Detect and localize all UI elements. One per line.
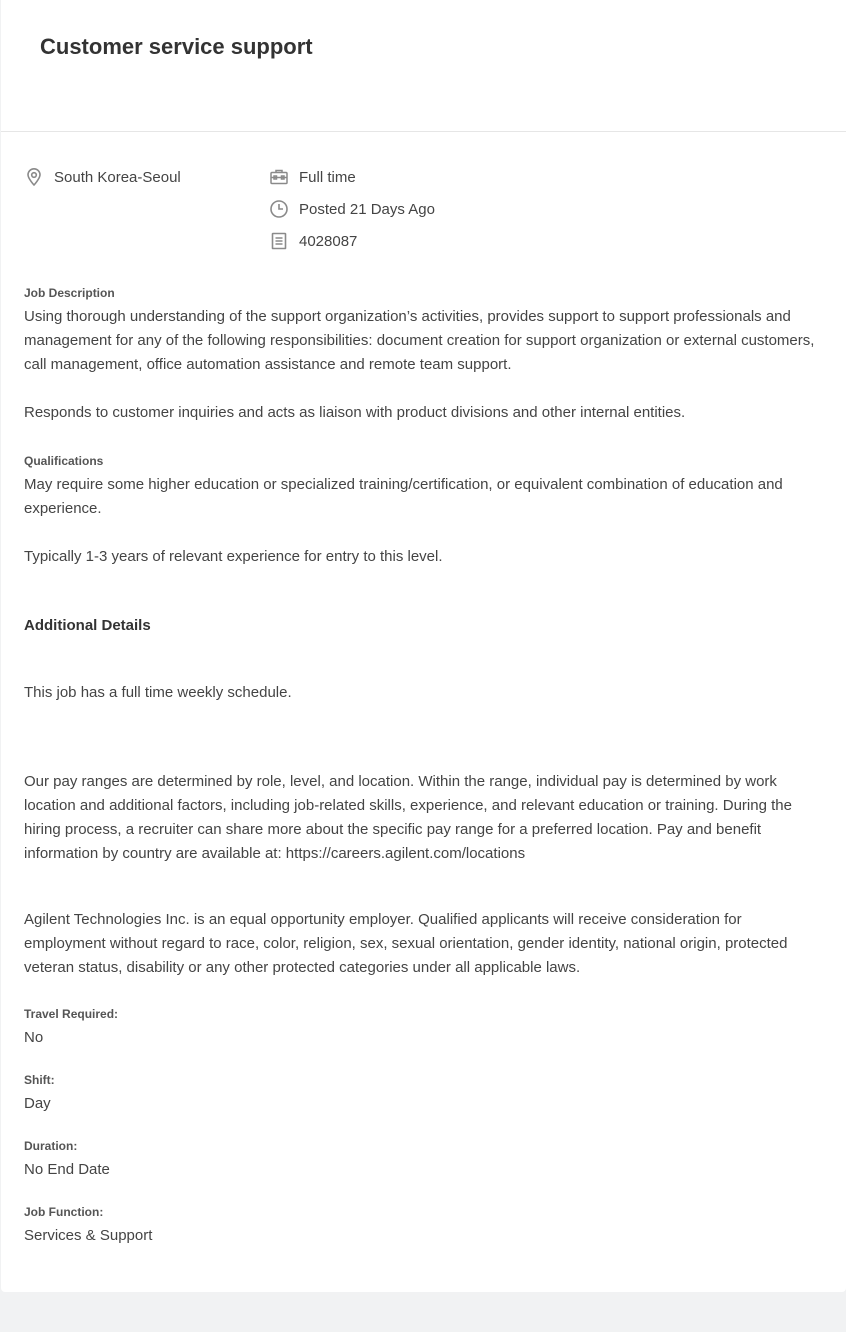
duration-label: Duration:	[24, 1139, 78, 1153]
job-detail-card	[1, 0, 846, 1292]
travel-required-value: No	[24, 1029, 44, 1046]
document-icon	[269, 231, 289, 251]
job-posted-text: Posted 21 Days Ago	[299, 200, 435, 218]
duration-value: No End Date	[24, 1161, 110, 1178]
job-location-text: South Korea-Seoul	[54, 168, 181, 186]
job-type-text: Full time	[299, 168, 356, 186]
job-req-id-text: 4028087	[299, 232, 358, 250]
briefcase-icon	[269, 167, 289, 187]
shift-label: Shift:	[24, 1073, 55, 1087]
qualifications-label: Qualifications	[24, 454, 104, 468]
travel-required-label: Travel Required:	[24, 1007, 119, 1021]
job-description-paragraph: Using thorough understanding of the support organization’s activities, provides support to support professionals and management for any of the following responsibilities: document creation for support organization or external customers, call management, office automation assistance and remote team support.	[24, 308, 815, 373]
qualifications-paragraph: Typically 1-3 years of relevant experience for entry to this level.	[24, 548, 443, 565]
job-description-label: Job Description	[24, 286, 115, 300]
job-meta	[1, 163, 846, 263]
clock-icon	[269, 199, 289, 219]
qualifications-paragraph: May require some higher education or specialized training/certification, or equivalent combination of education and experience.	[24, 476, 783, 517]
job-posted	[269, 195, 435, 223]
job-body	[24, 284, 824, 1248]
job-req-id	[269, 227, 357, 255]
shift-value: Day	[24, 1095, 51, 1112]
job-function-value: Services & Support	[24, 1227, 153, 1244]
map-pin-icon	[24, 167, 44, 187]
job-description-paragraph: Responds to customer inquiries and acts as liaison with product divisions and other internal entities.	[24, 404, 686, 421]
eeo-paragraph: Agilent Technologies Inc. is an equal opportunity employer. Qualified applicants will receive consideration for employment without regard to race, color, religion, sex, sexual orientation, gender identity, national origin, protected veteran status, disability or any other protected categories under all applicable laws.	[24, 911, 788, 976]
job-title: Customer service support	[40, 34, 313, 59]
job-header	[1, 0, 846, 132]
schedule-paragraph: This job has a full time weekly schedule.	[24, 684, 292, 701]
additional-details-heading: Additional Details	[24, 617, 151, 634]
job-location	[24, 163, 181, 191]
job-type	[269, 163, 356, 191]
pay-paragraph: Our pay ranges are determined by role, level, and location. Within the range, individual pay is determined by work location and additional factors, including job-related skills, experience, and relevant education or training. During the hiring process, a recruiter can share more about the specific pay range for a preferred location. Pay and benefit information by country are available at: https://careers.agilent.com/locations	[24, 773, 792, 862]
job-function-label: Job Function:	[24, 1205, 104, 1219]
